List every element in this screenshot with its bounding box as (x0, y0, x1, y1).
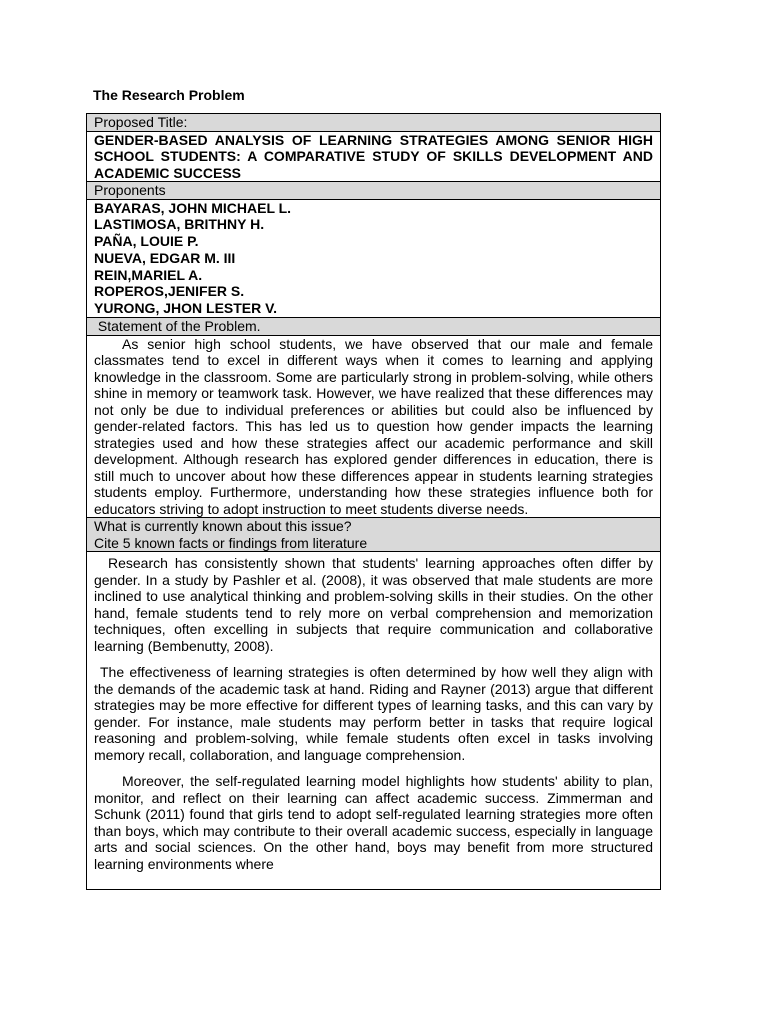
proponents-label: Proponents (87, 182, 661, 200)
proponents-list (87, 199, 661, 318)
statement-text: As senior high school students, we have observed that our male and female classmates tend to excel in different ways when it comes to learning and applying knowledge in the classroom. Some are particularly strong in problem-solving, while others shine in memory or teamwork task. However, we have realized that these differences may not only be due to individual preferences or abilities but could also be influenced by gender-related factors. This has led us to question how gender impacts the learning strategies used and how these strategies affect our academic performance and skill development. Although research has explored gender differences in education, there is still much to uncover about how these differences appear in students learning strategies students employ. Furthermore, understanding how these strategies influence both for educators striving to adopt instruction to meet students diverse needs. (94, 335, 653, 517)
proponent-name: YURONG, JHON LESTER V. (94, 300, 278, 317)
proponent-name: LASTIMOSA, BRITHNY H. (94, 216, 265, 233)
proposed-title-label: Proposed Title: (87, 114, 661, 132)
known-paragraph-3: Moreover, the self-regulated learning model highlights how students' ability to plan, monitor, and reflect on their learning can affect academic success. Zimmerman and Schunk (2011) found that girls tend to adopt self-regulated learning strategies more often than boys, which may contribute to their overall academic success, especially in language arts and social sciences. On the other hand, boys may benefit from more structured learning environments where (94, 773, 653, 872)
proponent-name: ROPEROS,JENIFER S. (94, 283, 245, 300)
known-row (87, 552, 661, 890)
proponent-name: BAYARAS, JOHN MICHAEL L. (94, 199, 292, 216)
known-content (94, 552, 653, 889)
known-paragraph-2: The effectiveness of learning strategies is often determined by how well they align with the demands of the academic task at hand. Riding and Rayner (2013) argue that different strategies may be more effective for different types of learning tasks, and this can vary by gender. For instance, male students may perform better in tasks that require logical reasoning and problem-solving, while female students often excel in tasks involving memory recall, collaboration, and language comprehension. (94, 664, 653, 763)
known-label-row (87, 518, 661, 552)
proponent-name: PAÑA, LOUIE P. (94, 233, 199, 250)
proposed-title-label-row (87, 114, 661, 132)
proposed-title-row (87, 131, 661, 182)
statement-cell (87, 335, 661, 518)
proposed-title-value: GENDER-BASED ANALYSIS OF LEARNING STRATEGIES AMONG SENIOR HIGH SCHOOL STUDENTS: A COMPARATIVE STUDY OF SKILLS DEVELOPMENT AND ACADEMIC SUCCESS (87, 131, 661, 182)
section-heading: The Research Problem (93, 87, 245, 103)
known-label (87, 518, 661, 552)
proponent-name: REIN,MARIEL A. (94, 266, 203, 283)
statement-row (87, 335, 661, 518)
statement-label: Statement of the Problem. (87, 318, 661, 336)
known-label-line2: Cite 5 known facts or findings from literature (94, 534, 368, 551)
known-label-line1: What is currently known about this issue? (94, 518, 352, 535)
statement-label-row (87, 318, 661, 336)
research-problem-table (86, 113, 661, 890)
proponent-name: NUEVA, EDGAR M. III (94, 249, 236, 266)
proponents-row (87, 199, 661, 318)
known-paragraph-1: Research has consistently shown that students' learning approaches often differ by gender. In a study by Pashler et al. (2008), it was observed that male students are more inclined to use analytical thinking and problem-solving skills in their studies. On the other hand, female students tend to rely more on verbal comprehension and memorization techniques, often excelling in subjects that require communication and collaborative learning (Bembenutty, 2008). (94, 555, 653, 654)
proponents-label-row (87, 182, 661, 200)
known-cell (87, 552, 661, 890)
